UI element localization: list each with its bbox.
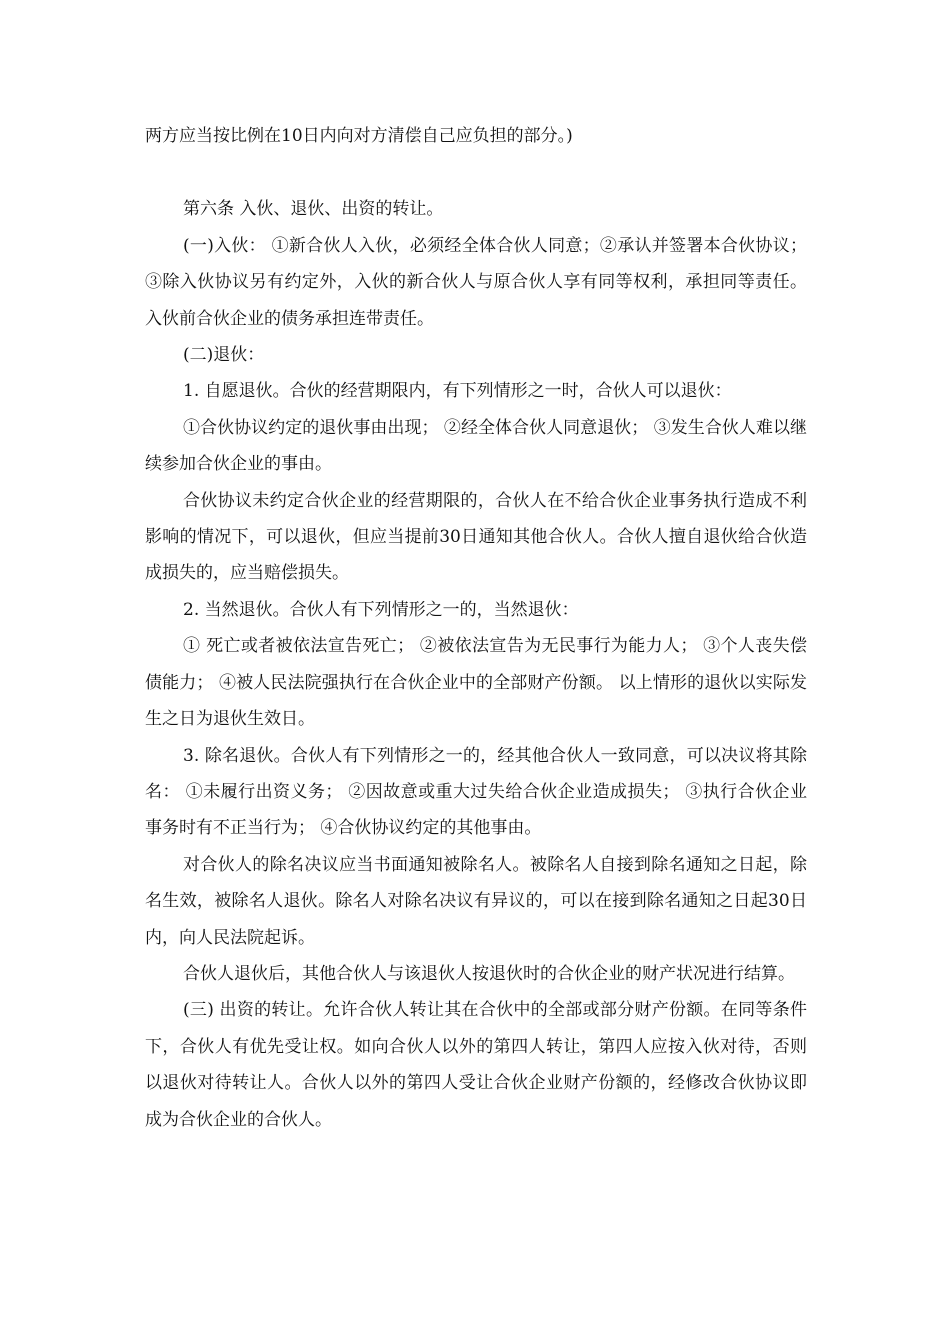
paragraph-voluntary-withdrawal: 1. 自愿退伙。合伙的经营期限内，有下列情形之一时，合伙人可以退伙： [183, 381, 732, 402]
document-body [145, 118, 807, 1138]
article-heading: 第六条 入伙、退伙、出资的转让。 [183, 199, 444, 220]
paragraph-capital-transfer: (三) 出资的转让。允许合伙人转让其在合伙中的全部或部分财产份额。在同等条件下，合伙人有优先受让权。如向合伙人以外的第四人转让，第四人应按入伙对待，否则以退伙对待转让人。合伙人以外的第四人受让合伙企业财产份额的，经修改合伙协议即成为合伙企业的合伙人。 [145, 1000, 807, 1130]
section-heading-withdrawal: (二)退伙： [183, 345, 265, 366]
paragraph-expulsion: 3. 除名退伙。合伙人有下列情形之一的，经其他合伙人一致同意，可以决议将其除名： ①未履行出资义务； ②因故意或重大过失给合伙企业造成损失； ③执行合伙企业事务时有不正当行为； ④合伙协议约定的其他事由。 [145, 745, 807, 839]
paragraph-automatic-withdrawal: 2. 当然退伙。合伙人有下列情形之一的，当然退伙： [183, 599, 579, 620]
paragraph-settlement: 合伙人退伙后，其他合伙人与该退伙人按退伙时的合伙企业的财产状况进行结算。 [183, 963, 795, 984]
paragraph-no-term-withdrawal: 合伙协议未约定合伙企业的经营期限的，合伙人在不给合伙企业事务执行造成不利影响的情况下，可以退伙，但应当提前30日通知其他合伙人。合伙人擅自退伙给合伙造成损失的，应当赔偿损失。 [145, 490, 807, 584]
paragraph-voluntary-conditions: ①合伙协议约定的退伙事由出现； ②经全体合伙人同意退伙； ③发生合伙人难以继续参加合伙企业的事由。 [145, 417, 807, 475]
paragraph-admission: (一)入伙： ①新合伙人入伙，必须经全体合伙人同意；②承认并签署本合伙协议；③除入伙协议另有约定外，入伙的新合伙人与原合伙人享有同等权利，承担同等责任。入伙前合伙企业的债务承担连带责任。 [145, 235, 807, 329]
paragraph-continuation: 两方应当按比例在10日内向对方清偿自己应负担的部分。) [145, 126, 573, 146]
paragraph-automatic-conditions: ① 死亡或者被依法宣告死亡； ②被依法宣告为无民事行为能力人； ③个人丧失偿债能力； ④被人民法院强执行在合伙企业中的全部财产份额。 以上情形的退伙以实际发生之日为退伙生效日。 [145, 636, 807, 730]
paragraph-expulsion-notice: 对合伙人的除名决议应当书面通知被除名人。被除名人自接到除名通知之日起，除名生效，被除名人退伙。除名人对除名决议有异议的，可以在接到除名通知之日起30日内，向人民法院起诉。 [145, 854, 807, 948]
